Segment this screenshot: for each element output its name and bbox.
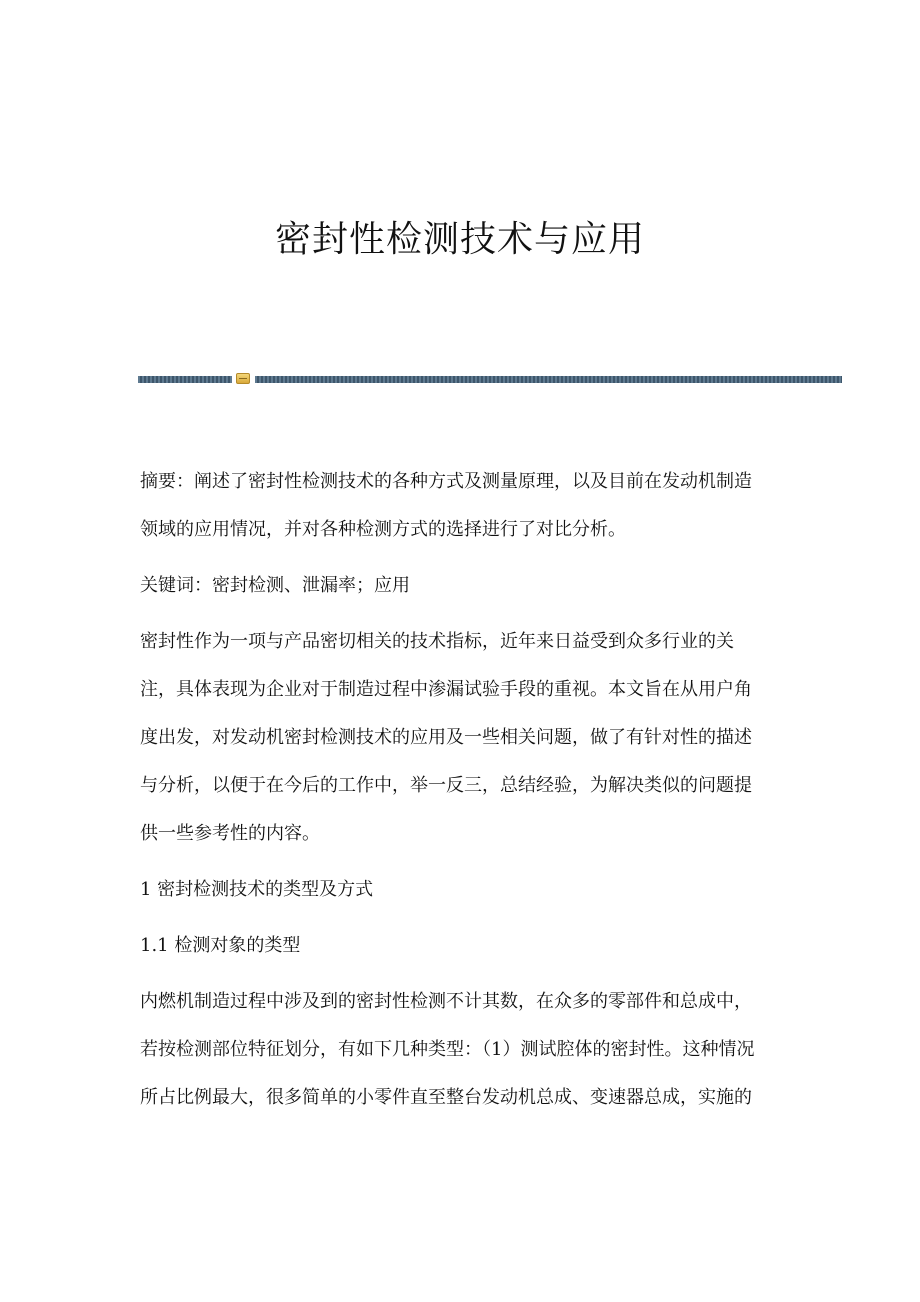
abstract-line-2: 领域的应用情况，并对各种检测方式的选择进行了对比分析。	[140, 519, 626, 540]
section-heading-1: 1 密封检测技术的类型及方式	[140, 879, 374, 900]
divider-emblem-icon	[236, 373, 250, 384]
section-heading-1-1: 1.1 检测对象的类型	[140, 935, 301, 956]
intro-line-1: 密封性作为一项与产品密切相关的技术指标，近年来日益受到众多行业的关	[140, 631, 734, 652]
keywords: 关键词：密封检测、泄漏率；应用	[140, 575, 410, 596]
intro-line-4: 与分析，以便于在今后的工作中，举一反三，总结经验，为解决类似的问题提	[140, 775, 752, 796]
divider-bar-left	[138, 376, 232, 383]
title-divider	[138, 372, 842, 386]
divider-bar-right	[255, 376, 842, 383]
intro-line-2: 注，具体表现为企业对于制造过程中渗漏试验手段的重视。本文旨在从用户角	[140, 679, 752, 700]
intro-line-3: 度出发，对发动机密封检测技术的应用及一些相关问题，做了有针对性的描述	[140, 727, 752, 748]
intro-line-5: 供一些参考性的内容。	[140, 823, 320, 844]
body-line-1: 内燃机制造过程中涉及到的密封性检测不计其数，在众多的零部件和总成中，	[140, 991, 752, 1012]
body-line-2: 若按检测部位特征划分，有如下几种类型：（1）测试腔体的密封性。这种情况	[140, 1039, 755, 1060]
abstract-line-1: 摘要：阐述了密封性检测技术的各种方式及测量原理，以及目前在发动机制造	[140, 471, 752, 492]
document-title: 密封性检测技术与应用	[274, 219, 645, 260]
body-line-3: 所占比例最大，很多简单的小零件直至整台发动机总成、变速器总成，实施的	[140, 1087, 752, 1108]
